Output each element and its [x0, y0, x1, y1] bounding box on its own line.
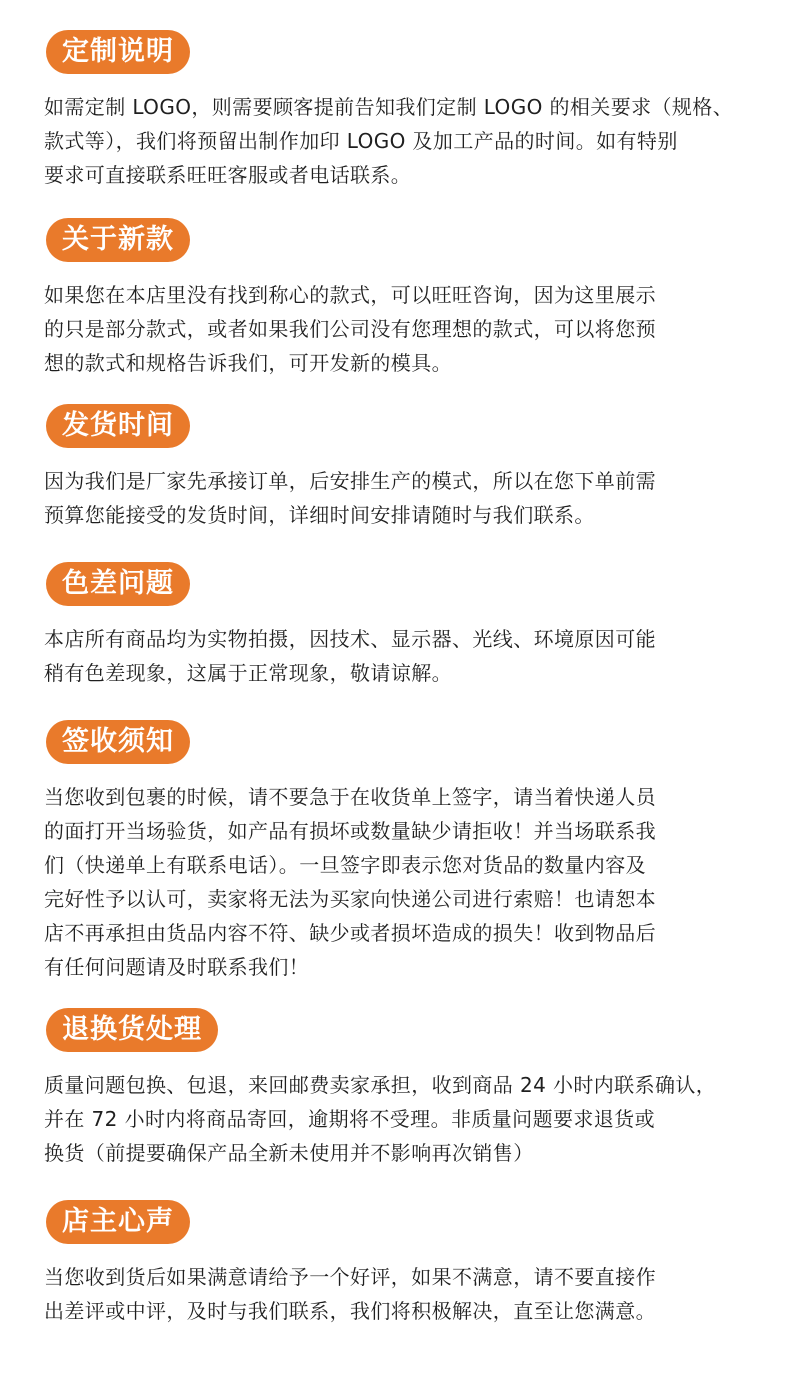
body-line: 如需定制 LOGO，则需要顾客提前告知我们定制 LOGO 的相关要求（规格、 [44, 95, 734, 119]
section-title: 定制说明 [46, 30, 190, 74]
body-line: 如果您在本店里没有找到称心的款式，可以旺旺咨询，因为这里展示 [44, 283, 656, 307]
body-line: 本店所有商品均为实物拍摄，因技术、显示器、光线、环境原因可能 [44, 627, 656, 651]
body-line: 们（快递单上有联系电话）。一旦签字即表示您对货品的数量内容及 [44, 853, 646, 877]
section-title: 退换货处理 [46, 1008, 218, 1052]
body-line: 出差评或中评，及时与我们联系，我们将积极解决，直至让您满意。 [44, 1299, 656, 1323]
body-line: 预算您能接受的发货时间，详细时间安排请随时与我们联系。 [44, 503, 595, 527]
body-line: 的面打开当场验货，如产品有损坏或数量缺少请拒收！并当场联系我 [44, 819, 656, 843]
section-title: 关于新款 [46, 218, 190, 262]
section-body [44, 464, 750, 532]
section-body [44, 90, 750, 192]
body-line: 稍有色差现象，这属于正常现象，敬请谅解。 [44, 661, 452, 685]
body-line: 因为我们是厂家先承接订单，后安排生产的模式，所以在您下单前需 [44, 469, 656, 493]
body-line: 当您收到货后如果满意请给予一个好评，如果不满意，请不要直接作 [44, 1265, 656, 1289]
section-title: 色差问题 [46, 562, 190, 606]
section-title: 店主心声 [46, 1200, 190, 1244]
section-title: 签收须知 [46, 720, 190, 764]
body-line: 想的款式和规格告诉我们，可开发新的模具。 [44, 351, 452, 375]
section-body [44, 1068, 750, 1170]
body-line: 的只是部分款式，或者如果我们公司没有您理想的款式，可以将您预 [44, 317, 656, 341]
body-line: 要求可直接联系旺旺客服或者电话联系。 [44, 163, 412, 187]
section-body [44, 1260, 750, 1328]
body-line: 换货（前提要确保产品全新未使用并不影响再次销售） [44, 1141, 534, 1165]
body-line: 有任何问题请及时联系我们！ [44, 955, 310, 979]
body-line: 完好性予以认可，卖家将无法为买家向快递公司进行索赔！也请恕本 [44, 887, 656, 911]
section-title: 发货时间 [46, 404, 190, 448]
section-body [44, 780, 750, 984]
section-body [44, 622, 750, 690]
body-line: 店不再承担由货品内容不符、缺少或者损坏造成的损失！收到物品后 [44, 921, 656, 945]
body-line: 质量问题包换、包退，来回邮费卖家承担，收到商品 24 小时内联系确认， [44, 1073, 717, 1097]
section-body [44, 278, 750, 380]
body-line: 款式等），我们将预留出制作加印 LOGO 及加工产品的时间。如有特别 [44, 129, 678, 153]
body-line: 当您收到包裹的时候，请不要急于在收货单上签字，请当着快递人员 [44, 785, 656, 809]
body-line: 并在 72 小时内将商品寄回，逾期将不受理。非质量问题要求退货或 [44, 1107, 655, 1131]
